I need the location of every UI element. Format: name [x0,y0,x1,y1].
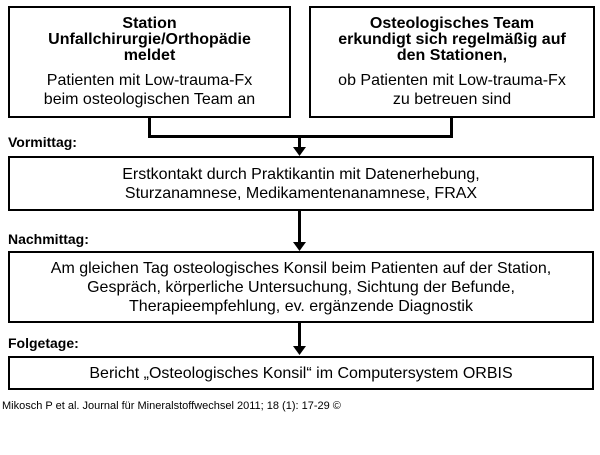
afternoon-step-line-1: Am gleichen Tag osteologisches Konsil beim Patienten auf der Station, [50,259,552,277]
morning-step-line-1: Erstkontakt durch Praktikantin mit Datenerhebung, [122,165,480,183]
station-body-line-2: beim osteologischen Team an [43,90,256,108]
morning-step-line-2: Sturzanamnese, Medikamentenanamnese, FRAX [124,184,478,202]
following-days-step-line-1: Bericht „Osteologisches Konsil“ im Computersystem ORBIS [89,364,513,382]
arrow-3-head-icon [293,346,306,355]
arrow-2-shaft [298,211,301,244]
team-body-line-2: zu betreuen sind [392,90,512,108]
morning-label: Vormittag: [8,134,77,150]
following-days-step-box [8,356,594,390]
afternoon-label: Nachmittag: [8,231,89,247]
osteology-team-box [309,6,595,118]
station-title-line-2: Unfallchirurgie/Orthopädie [48,30,251,48]
team-title-line-2: erkundigt sich regelmäßig auf [338,30,566,48]
afternoon-step-box [8,251,594,323]
station-title-line-1: Station [122,14,177,32]
afternoon-step-line-2: Gespräch, körperliche Untersuchung, Sichtung der Befunde, [87,278,515,296]
source-caption: Mikosch P et al. Journal für Mineralstoffwechsel 2011; 18 (1): 17-29 © [2,400,341,412]
station-reports-box [8,6,291,118]
morning-step-box [8,156,594,211]
station-body-line-1: Patienten mit Low-trauma-Fx [46,71,253,89]
following-days-label: Folgetage: [8,335,79,351]
afternoon-step-line-3: Therapieempfehlung, ev. ergänzende Diagnostik [129,297,473,315]
station-title-line-3: meldet [123,46,176,64]
arrow-1-head-icon [293,147,306,156]
team-title-line-1: Osteologisches Team [369,14,535,32]
team-title-line-3: den Stationen, [396,46,508,64]
arrow-2-head-icon [293,242,306,251]
arrow-3-shaft [298,323,301,348]
team-body-line-1: ob Patienten mit Low-trauma-Fx [338,71,566,89]
